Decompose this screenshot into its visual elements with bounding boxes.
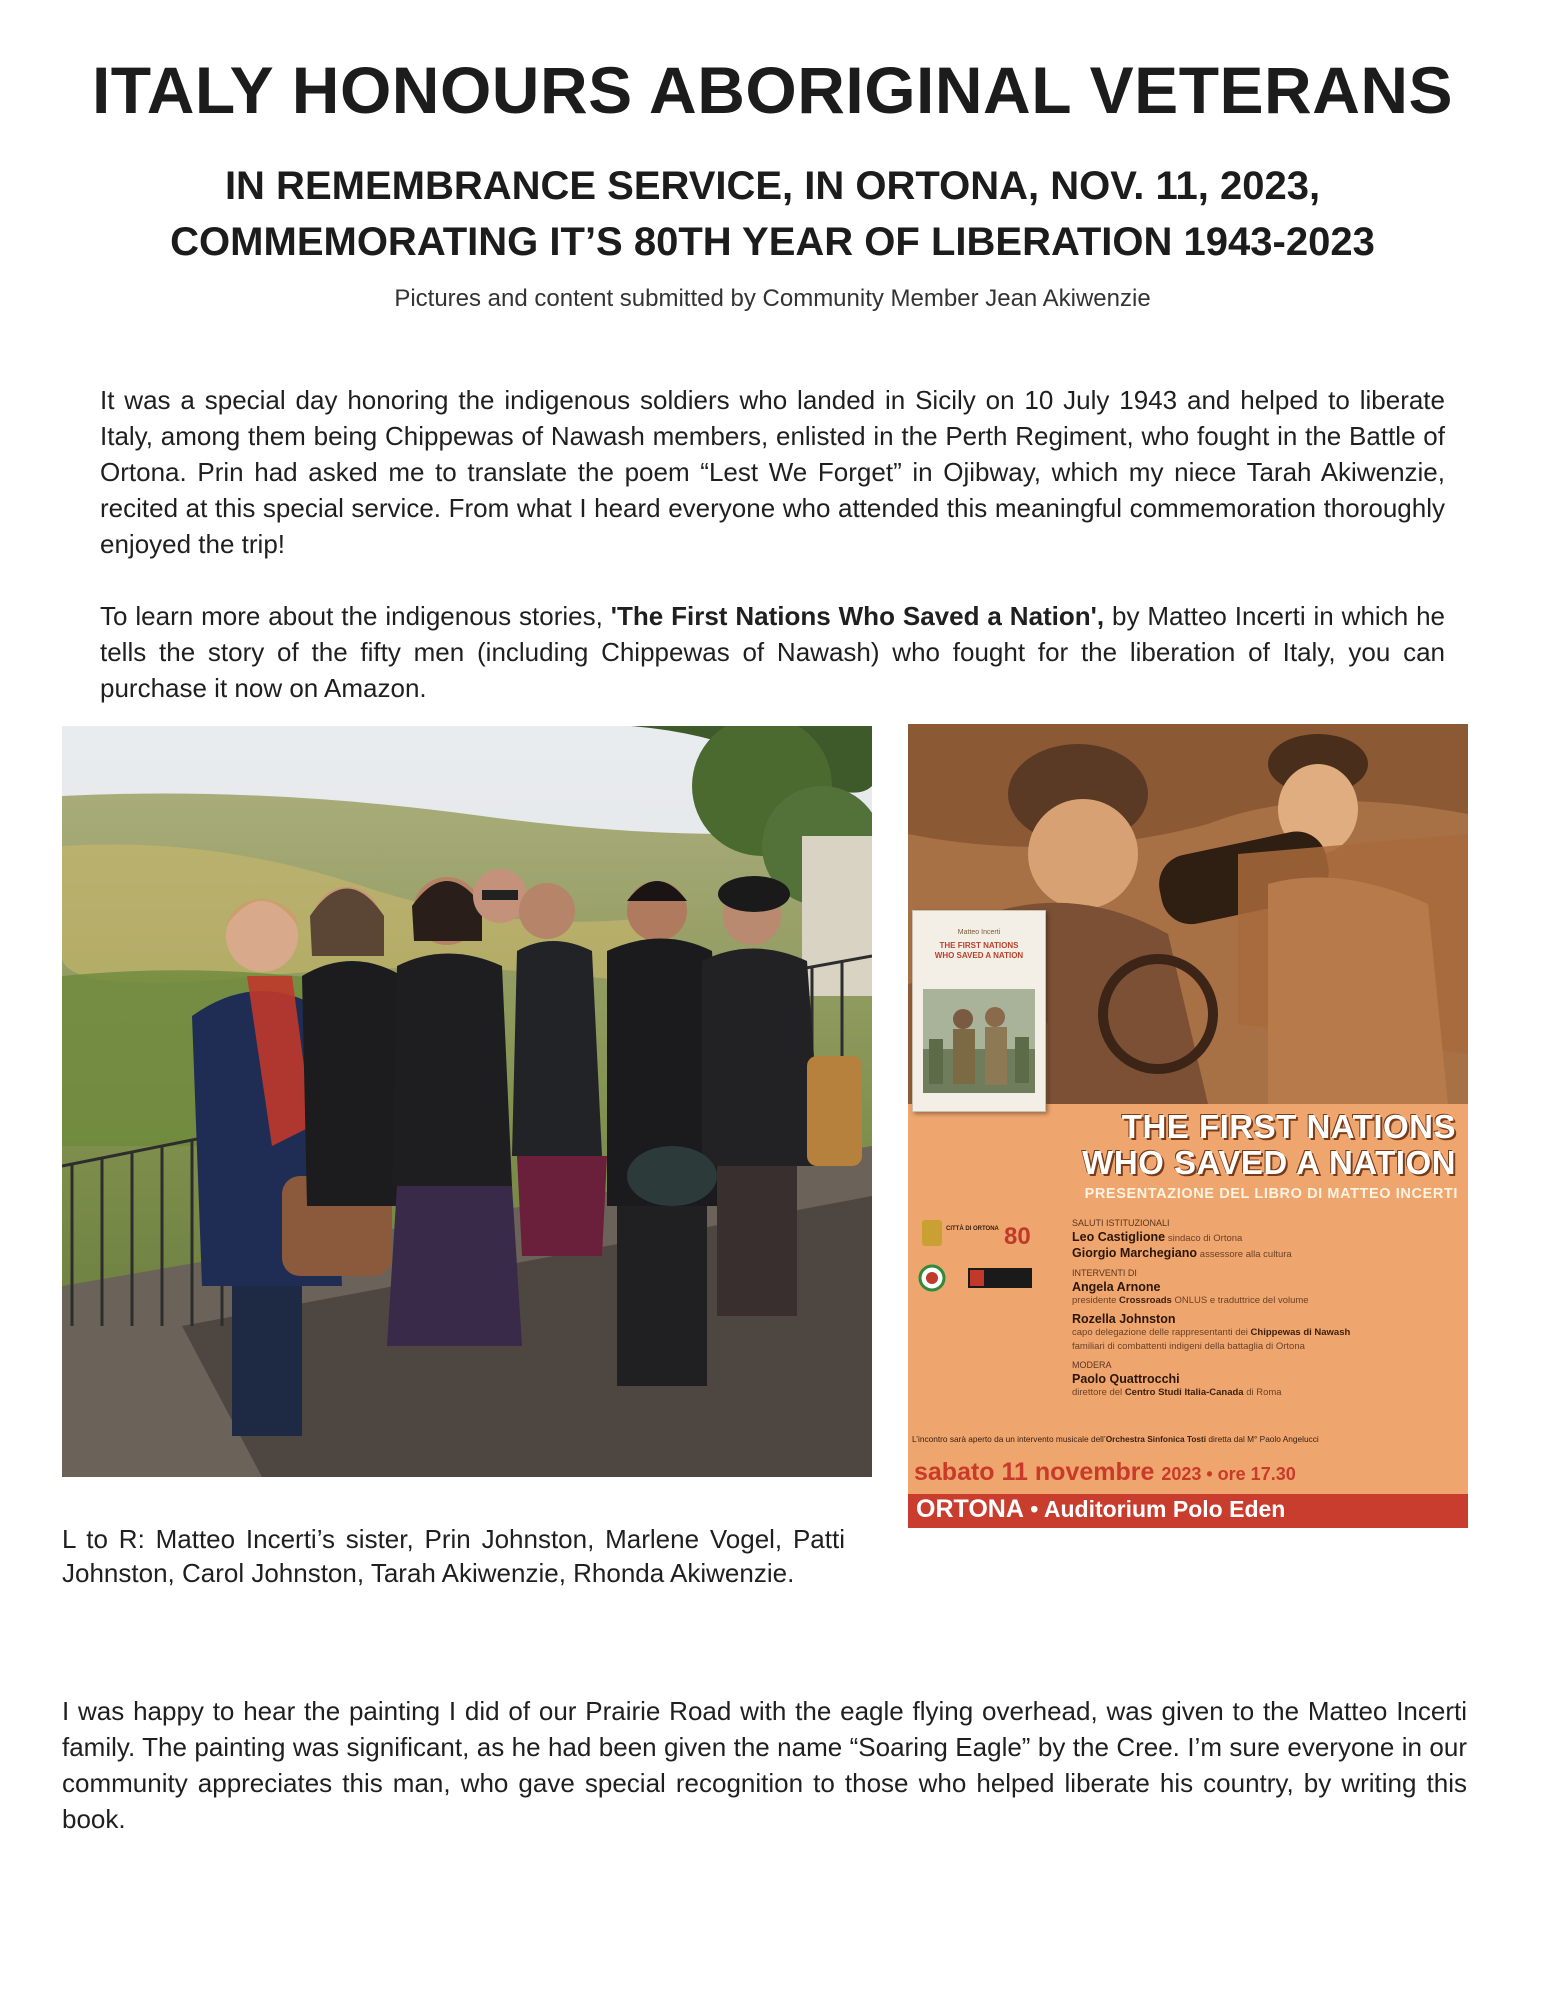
speaker-2-name: Giorgio Marchegiano bbox=[1072, 1246, 1198, 1260]
poster-date: sabato 11 novembre 2023 • ore 17.30 bbox=[914, 1458, 1296, 1486]
book-cover-photo bbox=[923, 989, 1035, 1093]
speaker-1-role: sindaco di Ortona bbox=[1167, 1233, 1243, 1244]
paragraph-3: I was happy to hear the painting I did of our Prairie Road with the eagle flying overhead, was given to the Matteo Incerti family. The painting was significant, as he had been given the name “Soaring Eagle” by the Cree. I’m sure everyone in our community appreciates this man, who gave special recognition to those who helped liberate his country, by writing this book. bbox=[62, 1696, 1467, 1834]
subtitle-line-1: IN REMEMBRANCE SERVICE, IN ORTONA, NOV. 11, 2023, bbox=[224, 164, 1321, 208]
page-subtitle bbox=[0, 158, 1545, 270]
poster-title-line-1: THE FIRST NATIONS bbox=[1121, 1108, 1456, 1145]
poster-orchestra-note: L’incontro sarà aperto da un intervento musicale dell’Orchestra Sinfonica Tosti diretta dal M° Paolo Angelucci bbox=[912, 1434, 1319, 1444]
poster-title-line-2: WHO SAVED A NATION bbox=[1082, 1144, 1456, 1181]
book-cover-title-line-2: WHO SAVED A NATION bbox=[934, 951, 1024, 960]
group-photo bbox=[62, 726, 872, 1477]
sponsor-logos bbox=[918, 1216, 1038, 1306]
book-cover-title-line-1: THE FIRST NATIONS bbox=[939, 941, 1019, 950]
speaker-4-role: capo delegazione delle rappresentanti dei Chippewas di Nawash bbox=[1072, 1327, 1351, 1338]
section-greetings: SALUTI ISTITUZIONALI bbox=[1072, 1218, 1170, 1228]
speaker-4-role-2: familiari di combattenti indigeni della battaglia di Ortona bbox=[1072, 1341, 1305, 1352]
paragraph-2-intro: To learn more about the indigenous stories, bbox=[100, 601, 611, 631]
photo-caption: L to R: Matteo Incerti’s sister, Prin Johnston, Marlene Vogel, Patti Johnston, Carol Johnston, Tarah Akiwenzie, Rhonda Akiwenzie. bbox=[62, 1524, 845, 1588]
speaker-5-name: Paolo Quattrocchi bbox=[1072, 1372, 1180, 1386]
poster-program bbox=[1072, 1216, 1462, 1400]
speaker-3-name: Angela Arnone bbox=[1072, 1280, 1161, 1294]
speaker-1-name: Leo Castiglione bbox=[1072, 1230, 1166, 1244]
book-cover-author: Matteo Incerti bbox=[957, 929, 1001, 936]
poster-presentation-line: PRESENTAZIONE DEL LIBRO DI MATTEO INCERTI bbox=[1084, 1186, 1458, 1202]
section-moderator: MODERA bbox=[1072, 1360, 1112, 1370]
paragraph-2 bbox=[100, 598, 1445, 706]
credit-line: Pictures and content submitted by Community Member Jean Akiwenzie bbox=[394, 285, 1151, 312]
speaker-5-role: direttore del Centro Studi Italia-Canada di Roma bbox=[1072, 1387, 1282, 1398]
paragraph-2-rest: by Matteo Incerti in which he tells the story of the fifty men (including Chippewas of Nawash) who fought for the liberation of Italy, you can purchase it now on Amazon. bbox=[100, 601, 1446, 703]
event-poster bbox=[908, 724, 1468, 1528]
speaker-4-name: Rozella Johnston bbox=[1072, 1312, 1176, 1326]
section-talks: INTERVENTI DI bbox=[1072, 1268, 1137, 1278]
poster-venue-bar bbox=[908, 1494, 1468, 1528]
logo-city-text: CITTÀ DI ORTONA bbox=[946, 1226, 999, 1232]
city-crest-icon bbox=[922, 1220, 942, 1246]
speaker-2-role: assessore alla cultura bbox=[1199, 1249, 1292, 1260]
page-title: ITALY HONOURS ABORIGINAL VETERANS bbox=[91, 53, 1454, 127]
paragraph-1: It was a special day honoring the indigenous soldiers who landed in Sicily on 10 July 1943 and helped to liberate Italy, among them being Chippewas of Nawash members, enlisted in the Perth Regiment, who fought in the Battle of Ortona. Prin had asked me to translate the poem “Lest We Forget” in Ojibway, which my niece Tarah Akiwenzie, recited at this special service. From what I heard everyone who attended this meaningful commemoration thoroughly enjoyed the trip! bbox=[100, 385, 1445, 559]
book-cover-title bbox=[913, 941, 1045, 961]
book-title-reference: 'The First Nations Who Saved a Nation', bbox=[610, 601, 1105, 631]
subtitle-line-2: COMMEMORATING IT’S 80TH YEAR OF LIBERATION 1943-2023 bbox=[170, 220, 1375, 264]
logo-80-text: 80 bbox=[1004, 1223, 1031, 1250]
poster-venue: ORTONA • Auditorium Polo Eden bbox=[916, 1495, 1286, 1523]
book-cover bbox=[912, 910, 1046, 1112]
speaker-3-role: presidente Crossroads ONLUS e traduttrice del volume bbox=[1072, 1295, 1309, 1306]
